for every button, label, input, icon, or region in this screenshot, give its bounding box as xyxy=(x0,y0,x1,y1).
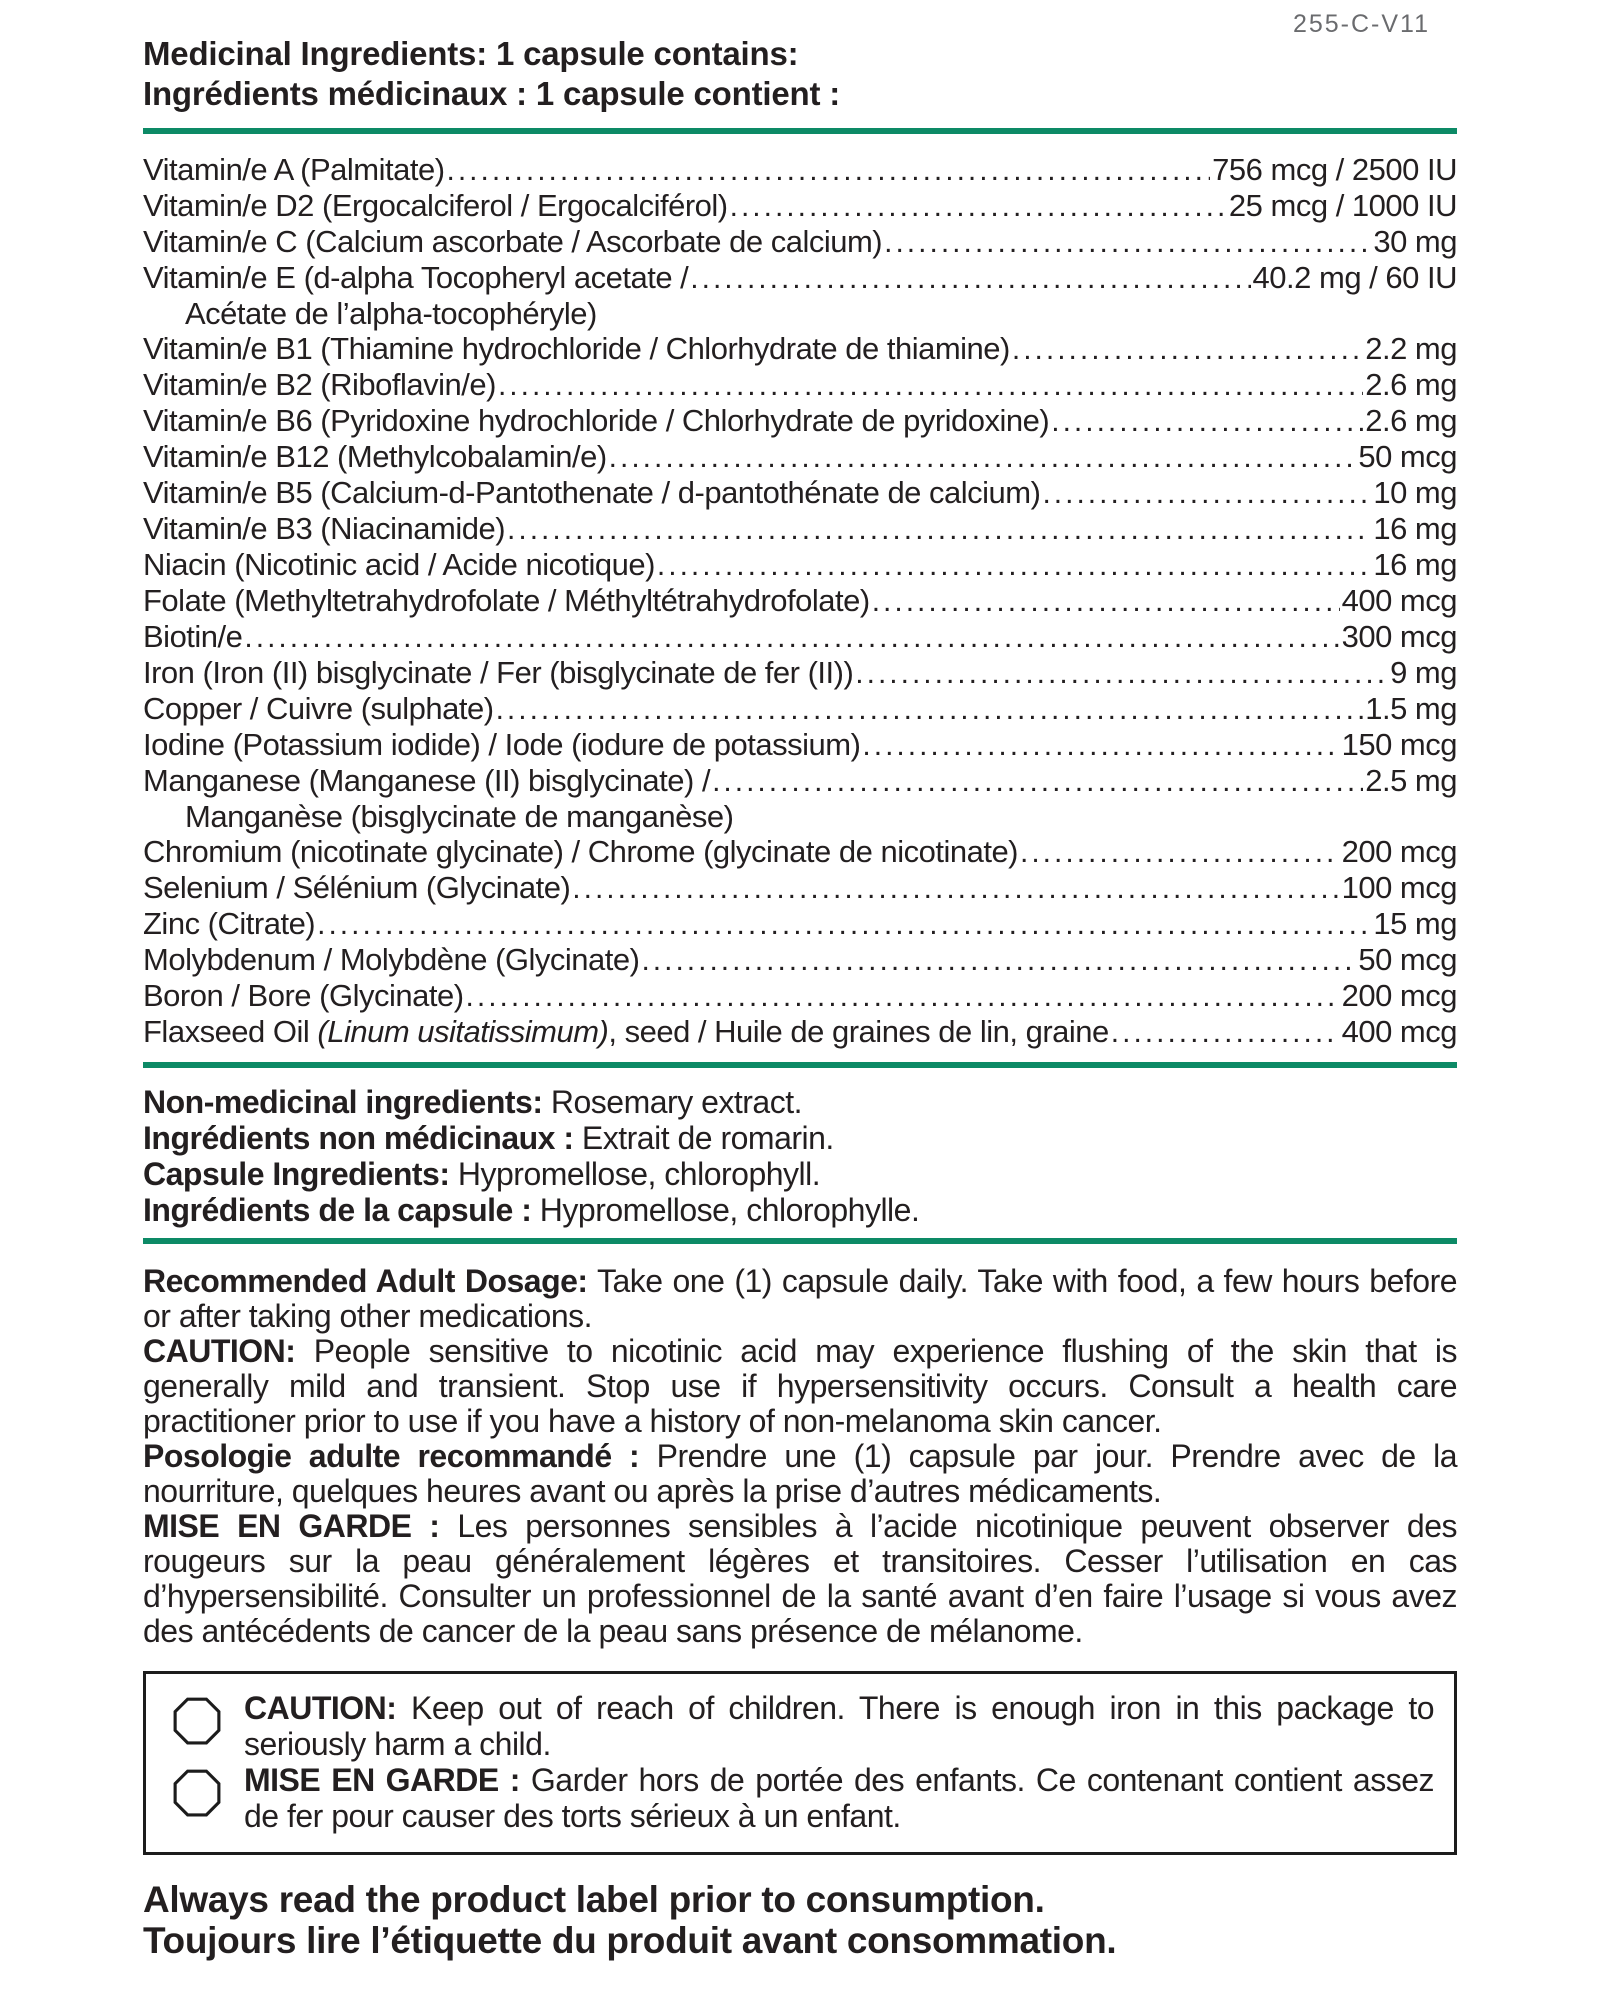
ingredient-row xyxy=(143,583,1457,619)
warning-label-fr: MISE EN GARDE : xyxy=(244,1762,520,1798)
dosage-label-fr: Posologie adulte recommandé : xyxy=(143,1438,640,1474)
ingredient-row xyxy=(143,978,1457,1014)
caution-text-fr: Les personnes sensibles à l’acide nicotinique peuvent observer des rougeurs sur la peau généralement légères et transitoires. Cesser l’utilisation en cas d’hypersensibilité. Consulter un professionnel de la santé avant d’en faire l’usage si vous avez des antécédents de cancer de la peau sans présence de mélanome. xyxy=(143,1508,1458,1649)
ingredient-amount: 25 mcg / 1000 IU xyxy=(1228,188,1457,223)
ingredient-name: Zinc (Citrate) xyxy=(143,906,316,941)
ingredient-amount: 1.5 mg xyxy=(1365,691,1457,726)
dosage-text: Take one (1) capsule daily. Take with food, a few hours before or after taking other medications. xyxy=(143,1263,1458,1334)
warning-text-en xyxy=(244,1690,1434,1762)
ingredient-amount: 50 mcg xyxy=(1358,439,1457,474)
caution-paragraph-fr xyxy=(143,1509,1457,1649)
ingredient-name: Vitamin/e B12 (Methylcobalamin/e) xyxy=(143,439,607,474)
ingredient-name: Vitamin/e B6 (Pyridoxine hydrochloride / Chlorhydrate de pyridoxine) xyxy=(143,403,1050,438)
ingredient-row xyxy=(143,331,1457,367)
footer-note-fr: Toujours lire l’étiquette du produit avant consommation. xyxy=(143,1920,1117,1961)
ingredient-row xyxy=(143,188,1457,224)
non-medicinal-text: Extrait de romarin. xyxy=(581,1120,834,1156)
divider-rule-top xyxy=(143,128,1457,134)
dot-leader xyxy=(609,439,1357,475)
warning-item-fr xyxy=(160,1762,1434,1834)
ingredient-name: Molybdenum / Molybdène (Glycinate) xyxy=(143,942,640,977)
dot-leader xyxy=(466,978,1340,1014)
ingredient-name: Vitamin/e C (Calcium ascorbate / Ascorbate de calcium) xyxy=(143,224,883,259)
non-medicinal-label: Non-medicinal ingredients: xyxy=(143,1084,543,1120)
ingredient-amount: 40.2 mg / 60 IU xyxy=(1252,260,1457,295)
ingredient-name: Copper / Cuivre (sulphate) xyxy=(143,691,494,726)
non-medicinal-label: Ingrédients de la capsule : xyxy=(143,1192,532,1228)
ingredient-name: Vitamin/e A (Palmitate) xyxy=(143,152,445,187)
ingredient-name: Folate (Methyltetrahydrofolate / Méthyltétrahydrofolate) xyxy=(143,583,870,618)
ingredient-amount: 10 mg xyxy=(1373,475,1457,510)
caution-paragraph-en xyxy=(143,1334,1457,1439)
non-medicinal-line xyxy=(143,1084,1457,1120)
dot-leader xyxy=(447,152,1211,188)
version-code: 255-C-V11 xyxy=(1292,10,1430,38)
ingredient-name: Biotin/e xyxy=(143,619,243,654)
non-medicinal-label: Capsule Ingredients: xyxy=(143,1156,450,1192)
ingredient-row xyxy=(143,439,1457,475)
ingredient-amount: 9 mg xyxy=(1390,655,1457,690)
non-medicinal-label: Ingrédients non médicinaux : xyxy=(143,1120,574,1156)
ingredient-name: Vitamin/e E (d-alpha Tocopheryl acetate / xyxy=(143,260,689,295)
ingredient-row xyxy=(143,619,1457,655)
footer-notes xyxy=(143,1879,1457,1961)
ingredient-name: Selenium / Sélénium (Glycinate) xyxy=(143,870,571,905)
ingredient-amount: 16 mg xyxy=(1373,547,1457,582)
dot-leader xyxy=(572,870,1339,906)
ingredient-row xyxy=(143,655,1457,691)
ingredient-row xyxy=(143,367,1457,403)
warning-item-en xyxy=(160,1690,1434,1762)
ingredient-amount: 2.6 mg xyxy=(1365,367,1457,402)
ingredient-amount: 300 mcg xyxy=(1341,619,1457,654)
ingredient-row xyxy=(143,475,1457,511)
ingredient-row xyxy=(143,152,1457,188)
ingredient-row xyxy=(143,511,1457,547)
ingredient-name-pre: Flaxseed Oil xyxy=(143,1014,318,1049)
ingredient-amount: 2.2 mg xyxy=(1365,331,1457,366)
dot-leader xyxy=(317,906,1371,942)
dot-leader xyxy=(884,224,1371,260)
ingredient-name: Manganese (Manganese (II) bisglycinate) / xyxy=(143,763,711,798)
ingredient-name: Vitamin/e B5 (Calcium-d-Pantothenate / d-pantothénate de calcium) xyxy=(143,475,1041,510)
caution-label: CAUTION: xyxy=(143,1333,296,1369)
dot-leader xyxy=(1111,1014,1340,1050)
ingredient-amount: 150 mcg xyxy=(1341,727,1457,762)
dosage-and-cautions-section xyxy=(143,1264,1457,1649)
ingredient-amount: 16 mg xyxy=(1373,511,1457,546)
ingredient-row xyxy=(143,727,1457,763)
ingredient-row xyxy=(143,1014,1457,1050)
ingredient-row xyxy=(143,906,1457,942)
medicinal-title-en: Medicinal Ingredients: 1 capsule contains: xyxy=(143,35,799,72)
ingredient-name: Iron (Iron (II) bisglycinate / Fer (bisglycinate de fer (II)) xyxy=(143,655,854,690)
dot-leader xyxy=(1042,475,1371,511)
ingredient-name: Chromium (nicotinate glycinate) / Chrome (glycinate de nicotinate) xyxy=(143,834,1019,869)
ingredient-amount: 200 mcg xyxy=(1341,978,1457,1013)
ingredient-row xyxy=(143,403,1457,439)
warning-body-en: Keep out of reach of children. There is enough iron in this package to seriously harm a child. xyxy=(244,1690,1435,1762)
child-safety-warning-box xyxy=(143,1671,1457,1855)
ingredient-row xyxy=(143,224,1457,260)
ingredient-amount: 100 mcg xyxy=(1341,870,1457,905)
dot-leader xyxy=(690,260,1250,296)
warning-body-fr: Garder hors de portée des enfants. Ce contenant contient assez de fer pour causer des torts sérieux à un enfant. xyxy=(244,1762,1435,1834)
ingredient-amount: 30 mg xyxy=(1373,224,1457,259)
ingredient-amount: 200 mcg xyxy=(1341,834,1457,869)
dot-leader xyxy=(855,655,1388,691)
dot-leader xyxy=(1020,834,1340,870)
ingredient-row xyxy=(143,763,1457,799)
dot-leader xyxy=(1051,403,1363,439)
dot-leader xyxy=(641,942,1356,978)
ingredient-name-post: , seed / Huile de graines de lin, graine xyxy=(608,1014,1109,1049)
non-medicinal-text: Hypromellose, chlorophyll. xyxy=(457,1156,821,1192)
non-medicinal-line xyxy=(143,1120,1457,1156)
caution-text: People sensitive to nicotinic acid may experience flushing of the skin that is generally mild and transient. Stop use if hypersensitivity occurs. Consult a health care practitioner prior to use if you have a history of non-melanoma skin cancer. xyxy=(143,1333,1458,1439)
ingredient-row-continuation xyxy=(143,296,1457,331)
ingredient-amount: 2.6 mg xyxy=(1365,403,1457,438)
non-medicinal-text: Rosemary extract. xyxy=(550,1084,802,1120)
dot-leader xyxy=(496,691,1364,727)
dot-leader xyxy=(498,367,1363,403)
dosage-paragraph-fr xyxy=(143,1439,1457,1509)
ingredient-amount: 50 mcg xyxy=(1358,942,1457,977)
ingredient-row xyxy=(143,942,1457,978)
dosage-text-fr: Prendre une (1) capsule par jour. Prendre avec de la nourriture, quelques heures avant ou après la prise d’autres médicaments. xyxy=(143,1438,1458,1509)
non-medicinal-line xyxy=(143,1156,1457,1192)
ingredient-row xyxy=(143,547,1457,583)
dot-leader xyxy=(862,727,1339,763)
dosage-paragraph-en xyxy=(143,1264,1457,1334)
non-medicinal-line xyxy=(143,1192,1457,1228)
non-medicinal-section xyxy=(143,1084,1457,1228)
medicinal-ingredients-table xyxy=(143,152,1457,1050)
warning-text-fr xyxy=(244,1762,1434,1834)
ingredient-latin-name: (Linum usitatissimum) xyxy=(317,1014,609,1049)
ingredient-amount: 400 mcg xyxy=(1341,583,1457,618)
ingredient-name: Iodine (Potassium iodide) / Iode (iodure de potassium) xyxy=(143,727,861,762)
ingredient-name: Boron / Bore (Glycinate) xyxy=(143,978,464,1013)
ingredient-name: Vitamin/e D2 (Ergocalciferol / Ergocalciférol) xyxy=(143,188,728,223)
ingredient-name: Vitamin/e B1 (Thiamine hydrochloride / Chlorhydrate de thiamine) xyxy=(143,331,1010,366)
warning-label-en: CAUTION: xyxy=(244,1690,397,1726)
ingredient-amount: 400 mcg xyxy=(1341,1014,1457,1049)
stop-octagon-icon xyxy=(172,1768,222,1818)
dot-leader xyxy=(730,188,1227,224)
ingredient-row-continuation xyxy=(143,799,1457,834)
dot-leader xyxy=(657,547,1371,583)
ingredient-name xyxy=(143,1014,1109,1049)
ingredient-name: Vitamin/e B2 (Riboflavin/e) xyxy=(143,367,496,402)
label-content xyxy=(143,34,1457,1961)
ingredient-name: Acétate de l’alpha-tocophéryle) xyxy=(185,296,597,331)
dot-leader xyxy=(712,763,1363,799)
ingredient-row xyxy=(143,260,1457,296)
dot-leader xyxy=(872,583,1340,619)
ingredient-row xyxy=(143,870,1457,906)
non-medicinal-text: Hypromellose, chlorophylle. xyxy=(539,1192,920,1228)
dot-leader xyxy=(507,511,1371,547)
ingredient-row xyxy=(143,834,1457,870)
ingredient-name: Niacin (Nicotinic acid / Acide nicotique) xyxy=(143,547,655,582)
divider-rule-bottom xyxy=(143,1238,1457,1244)
ingredient-amount: 756 mcg / 2500 IU xyxy=(1212,152,1457,187)
dot-leader xyxy=(1012,331,1363,367)
ingredient-name: Manganèse (bisglycinate de manganèse) xyxy=(185,799,734,834)
ingredient-amount: 15 mg xyxy=(1373,906,1457,941)
ingredient-amount: 2.5 mg xyxy=(1365,763,1457,798)
caution-label-fr: MISE EN GARDE : xyxy=(143,1508,440,1544)
dosage-label: Recommended Adult Dosage: xyxy=(143,1263,588,1299)
ingredient-row xyxy=(143,691,1457,727)
footer-note-en: Always read the product label prior to consumption. xyxy=(143,1879,1045,1920)
stop-octagon-icon xyxy=(172,1696,222,1746)
medicinal-title-fr: Ingrédients médicinaux : 1 capsule contient : xyxy=(143,75,840,112)
ingredient-name: Vitamin/e B3 (Niacinamide) xyxy=(143,511,506,546)
divider-rule-middle xyxy=(143,1062,1457,1068)
dot-leader xyxy=(244,619,1339,655)
